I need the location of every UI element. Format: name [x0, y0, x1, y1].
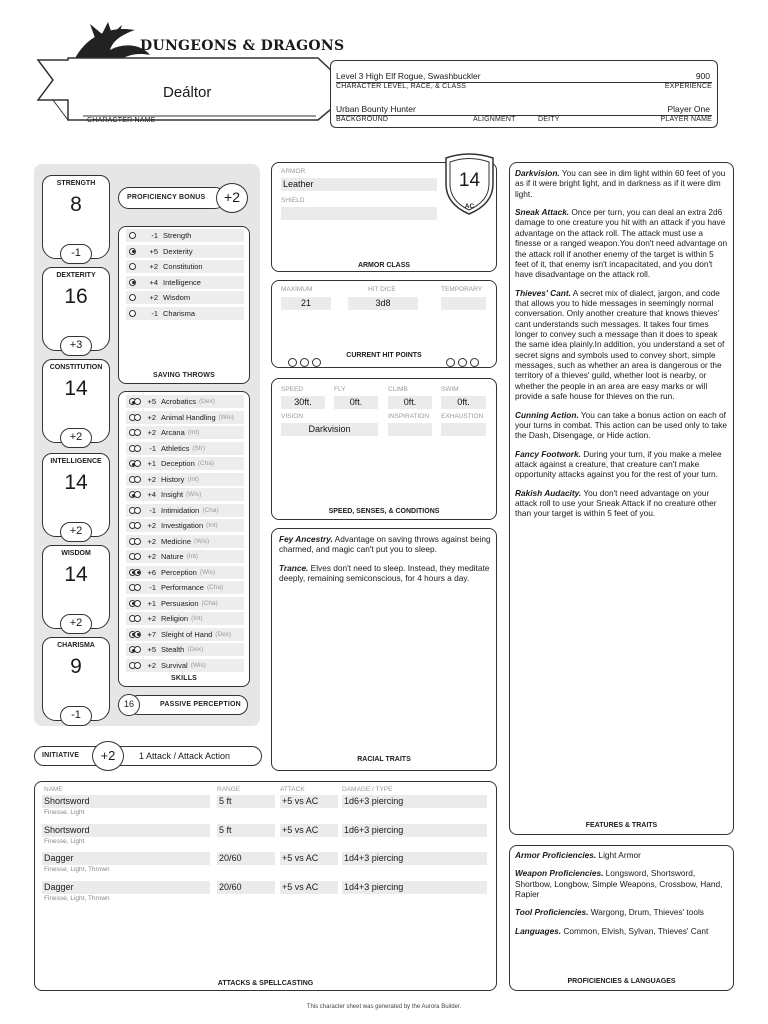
skill-name: Sleight of Hand — [161, 629, 213, 639]
skill-name: Investigation — [161, 521, 204, 530]
proficiency-text: Longsword, Shortsword, Shortbow, Longbow, Simple Weapons, Crossbow, Hand, Rapier — [515, 868, 723, 900]
expertise-toggle[interactable] — [134, 553, 141, 560]
attack-name[interactable]: Dagger — [42, 881, 210, 894]
skill-attribute: (Str) — [192, 444, 205, 452]
passive-perception-label: PASSIVE PERCEPTION — [160, 701, 241, 708]
skill-attribute: (Int) — [191, 615, 203, 622]
attack-range[interactable]: 20/60 — [217, 852, 275, 865]
expertise-toggle[interactable] — [134, 538, 141, 545]
expertise-toggle[interactable] — [134, 398, 141, 405]
feature — [515, 410, 729, 441]
proficiency — [515, 907, 729, 917]
ability-strength — [42, 175, 110, 259]
expertise-toggle[interactable] — [134, 429, 141, 436]
saving-throw-name: Intelligence — [163, 277, 201, 287]
skill-name: Persuasion — [161, 598, 199, 608]
attack-bonus[interactable]: +5 vs AC — [280, 881, 338, 894]
attack-properties: Finesse, Light, Thrown — [44, 866, 110, 873]
feature-name: Sneak Attack. — [515, 207, 570, 218]
current-hp-title: CURRENT HIT POINTS — [346, 352, 422, 359]
saving-throw-name: Dexterity — [163, 246, 193, 256]
skill-name: Animal Handling — [161, 412, 216, 422]
skill-row — [126, 504, 244, 517]
shield-label: SHIELD — [281, 197, 305, 204]
skill-name: Athletics — [161, 443, 190, 453]
attack-row — [42, 881, 492, 909]
attack-row — [42, 852, 492, 880]
ability-name: STRENGTH — [56, 180, 96, 187]
ability-score[interactable]: 9 — [70, 655, 82, 678]
exhaustion-label: EXHAUSTION — [441, 413, 484, 420]
expertise-toggle[interactable] — [134, 445, 141, 452]
attack-properties: Finesse, Light — [44, 809, 85, 816]
proficiency-text: Light Armor — [596, 850, 641, 860]
skill-row — [126, 473, 244, 486]
proficiency-text: Wargong, Drum, Thieves' tools — [588, 907, 704, 918]
skill-name: Nature — [161, 552, 184, 561]
death-save-circle[interactable] — [300, 358, 309, 367]
death-save-circle[interactable] — [458, 358, 467, 367]
feature-text: A secret mix of dialect, jargon, and code that allows you to hide messages in seemingly normal conversation. Only another creature that knows thieves' cant understands such messages. It takes four times longer to convey such a message than it does to speak the same idea plainly.In addition, you understand a set of secret signs and symbols used to convey short, simple messages, such as whether an area is dangerous or the territory of a thieves' guild, whether loot is nearby, or whether the people in an area are easy marks or will provide a safe house for thieves on the run. — [515, 287, 725, 402]
experience-label: EXPERIENCE — [664, 83, 712, 90]
skill-attribute: (Wis) — [190, 661, 206, 669]
character-name[interactable]: Deáltor — [163, 84, 212, 101]
hit-dice-label: HIT DICE — [368, 286, 396, 293]
skill-row — [126, 395, 244, 408]
feature — [515, 449, 729, 480]
logo-text: DUNGEONS & DRAGONS — [140, 38, 345, 54]
expertise-toggle[interactable] — [134, 584, 141, 591]
skill-name: Religion — [161, 614, 189, 623]
experience[interactable]: 900 — [695, 71, 710, 81]
attack-range[interactable]: 20/60 — [217, 881, 275, 894]
ability-wisdom — [42, 545, 110, 629]
skill-value: -1 — [149, 443, 156, 453]
feature-text: You don't need advantage on your attack roll to use your Sneak Attack if no creature other than your target is within 5 feet of you. — [515, 487, 717, 519]
skill-attribute: (Dex) — [215, 630, 232, 638]
ability-score[interactable]: 8 — [70, 193, 82, 216]
saving-throw-row — [126, 260, 244, 273]
expertise-toggle[interactable] — [134, 414, 141, 421]
initiative — [34, 741, 264, 771]
skill-attribute: (Cha) — [202, 506, 219, 514]
attack-row — [42, 795, 492, 823]
feature — [515, 168, 729, 199]
proficiency-bonus-label: PROFICIENCY BONUS — [127, 194, 206, 201]
saving-throws-title: SAVING THROWS — [153, 372, 215, 379]
skill-attribute: (Int) — [186, 553, 199, 560]
attack-damage[interactable]: 1d4+3 piercing — [342, 881, 487, 894]
feature-name: Fancy Footwork. — [515, 448, 581, 459]
skill-name: Survival — [161, 660, 188, 670]
skill-value: +2 — [147, 536, 156, 546]
ability-name: CONSTITUTION — [49, 364, 103, 371]
speed-title: SPEED, SENSES, & CONDITIONS — [328, 508, 440, 515]
saving-throw-value: +5 — [149, 246, 158, 256]
feature-text: You can see in dim light within 60 feet of you as if it were bright light, and in darkness as if it were dim light. — [515, 168, 726, 199]
swim-field[interactable]: 0ft. — [441, 396, 486, 409]
racial-traits-title: RACIAL TRAITS — [357, 756, 411, 763]
ac-value[interactable]: 14 — [458, 170, 481, 191]
armor-field[interactable]: Leather — [281, 178, 437, 191]
saving-throw-row — [126, 229, 244, 242]
expertise-toggle[interactable] — [134, 646, 141, 653]
features-text — [515, 168, 729, 527]
expertise-toggle[interactable] — [134, 662, 141, 669]
attack-damage-header: DAMAGE / TYPE — [342, 786, 393, 793]
skill-value: +7 — [147, 629, 156, 639]
speed-label: SPEED — [281, 386, 304, 393]
proficiency-toggle[interactable] — [129, 263, 136, 270]
ability-modifier: +3 — [60, 336, 92, 356]
ability-name: WISDOM — [61, 550, 91, 557]
saving-throw-value: +2 — [149, 262, 158, 271]
skill-row — [126, 659, 244, 672]
ability-constitution — [42, 359, 110, 443]
skill-value: +2 — [147, 428, 156, 437]
expertise-toggle[interactable] — [134, 522, 141, 529]
ability-score[interactable]: 14 — [64, 563, 88, 586]
proficiency-toggle[interactable] — [129, 279, 136, 286]
skill-value: +5 — [147, 397, 156, 406]
climb-field[interactable]: 0ft. — [388, 396, 432, 409]
hit-dice-field[interactable]: 3d8 — [348, 297, 418, 310]
hp-temp-label: TEMPORARY — [441, 286, 483, 293]
saving-throw-row — [126, 307, 244, 320]
skill-attribute: (Cha) — [206, 584, 224, 591]
expertise-toggle[interactable] — [134, 460, 141, 467]
ability-name: DEXTERITY — [56, 272, 96, 279]
attack-range[interactable]: 5 ft — [217, 795, 275, 808]
racial-trait — [279, 563, 491, 584]
initiative-label: INITIATIVE — [42, 752, 80, 759]
attacks-title: ATTACKS & SPELLCASTING — [217, 980, 314, 987]
racial-trait-text: Advantage on saving throws against being charmed, and magic can't put you to sleep. — [279, 534, 491, 555]
hp-temp-field[interactable] — [441, 297, 486, 310]
fly-label: FLY — [334, 386, 346, 393]
feature — [515, 207, 729, 280]
skill-attribute: (Wis) — [218, 413, 234, 421]
attack-damage[interactable]: 1d6+3 piercing — [342, 795, 487, 808]
proficiency-bonus — [118, 183, 250, 213]
attack-name[interactable]: Shortsword — [42, 824, 210, 837]
skill-row — [126, 550, 244, 563]
deity-label: DEITY — [538, 116, 560, 123]
expertise-toggle[interactable] — [134, 507, 141, 514]
alignment-label: ALIGNMENT — [473, 116, 516, 123]
proficiency-name: Weapon Proficiencies. — [515, 868, 604, 879]
hp-max-label: MAXIMUM — [281, 286, 313, 293]
expertise-toggle[interactable] — [134, 476, 141, 483]
skill-row — [126, 457, 244, 470]
attack-range-header: RANGE — [217, 786, 241, 793]
saving-throw-value: -1 — [151, 308, 158, 318]
saving-throw-name: Wisdom — [163, 293, 191, 302]
inspiration-label: INSPIRATION — [388, 413, 430, 420]
proficiency-name: Armor Proficiencies. — [515, 850, 597, 860]
skill-name: Stealth — [161, 645, 185, 654]
skill-row — [126, 628, 244, 641]
vision-label: VISION — [281, 413, 304, 420]
expertise-toggle[interactable] — [134, 631, 141, 638]
skill-row — [126, 488, 244, 501]
skill-name: Deception — [161, 459, 195, 468]
ability-name: CHARISMA — [57, 642, 95, 649]
skill-value: +2 — [147, 552, 156, 561]
saving-throw-name: Charisma — [163, 308, 196, 318]
skill-value: +1 — [147, 598, 156, 608]
attack-name[interactable]: Dagger — [42, 852, 210, 865]
armor-label: ARMOR — [281, 168, 306, 175]
class-level-label: CHARACTER LEVEL, RACE, & CLASS — [336, 83, 467, 90]
saving-throw-row — [126, 245, 244, 258]
skills-title: SKILLS — [170, 675, 198, 682]
climb-label: CLIMB — [388, 386, 408, 393]
swim-label: SWIM — [441, 386, 459, 393]
attack-properties: Finesse, Light — [44, 837, 85, 845]
skill-row — [126, 442, 244, 455]
expertise-toggle[interactable] — [134, 491, 141, 498]
ability-dexterity — [42, 267, 110, 351]
shield-field[interactable] — [281, 207, 437, 220]
proficiencies-text — [515, 850, 729, 944]
skill-name: Medicine — [161, 536, 192, 546]
attacks-per-action: 1 Attack / Attack Action — [139, 751, 231, 761]
feature — [515, 488, 729, 519]
proficiencies-title: PROFICIENCIES & LANGUAGES — [567, 978, 676, 985]
death-save-circle[interactable] — [470, 358, 479, 367]
feature-name: Darkvision. — [515, 168, 560, 178]
saving-throw-value: +4 — [149, 277, 158, 287]
saving-throw-name: Strength — [163, 231, 192, 240]
skill-name: Perception — [161, 567, 197, 577]
passive-perception — [118, 694, 250, 716]
feature-name: Thieves' Cant. — [515, 287, 571, 298]
ability-modifier: -1 — [60, 706, 92, 726]
skill-value: +2 — [147, 412, 156, 422]
expertise-toggle[interactable] — [134, 600, 141, 607]
proficiency-name: Languages. — [515, 925, 562, 936]
skill-value: +2 — [147, 660, 156, 670]
ability-intelligence — [42, 453, 110, 537]
death-save-circle[interactable] — [288, 358, 297, 367]
feature-text: During your turn, if you make a melee attack against a creature, that creature can't make opportunity attacks against you for the rest of your turn. — [515, 448, 722, 480]
skill-attribute: (Cha) — [201, 599, 218, 607]
skill-row — [126, 566, 244, 579]
attack-properties: Finesse, Light, Thrown — [44, 894, 110, 902]
player-name-label: PLAYER NAME — [660, 116, 712, 123]
saving-throw-name: Constitution — [163, 262, 203, 271]
proficiency-text: Common, Elvish, Sylvan, Thieves' Cant — [561, 925, 709, 936]
proficiency — [515, 850, 729, 860]
skill-attribute: (Dex) — [187, 646, 204, 653]
character-name-label: CHARACTER NAME — [87, 117, 156, 124]
saving-throw-row — [126, 291, 244, 304]
features-title: FEATURES & TRAITS — [585, 822, 658, 829]
exhaustion-field[interactable] — [441, 423, 486, 436]
attack-damage[interactable]: 1d6+3 piercing — [342, 824, 487, 837]
skill-value: -1 — [149, 505, 156, 515]
armor-class-title: ARMOR CLASS — [357, 262, 411, 269]
proficiency-toggle[interactable] — [129, 232, 136, 239]
saving-throw-value: -1 — [151, 231, 158, 240]
feature-name: Cunning Action. — [515, 409, 579, 420]
attack-bonus[interactable]: +5 vs AC — [280, 824, 338, 837]
background-label: BACKGROUND — [336, 116, 389, 123]
skill-name: Insight — [161, 490, 184, 499]
expertise-toggle[interactable] — [134, 615, 141, 622]
proficiency-bonus-value[interactable]: +2 — [216, 183, 248, 213]
proficiency-toggle[interactable] — [129, 294, 136, 301]
skill-value: +6 — [147, 567, 156, 577]
feature — [515, 288, 729, 402]
fly-field[interactable]: 0ft. — [334, 396, 378, 409]
attack-bonus[interactable]: +5 vs AC — [280, 795, 338, 808]
skill-attribute: (Int) — [187, 475, 199, 483]
class-level[interactable]: Level 3 High Elf Rogue, Swashbuckler — [336, 71, 481, 81]
skill-row — [126, 426, 244, 439]
skill-attribute: (Dex) — [199, 398, 215, 405]
background[interactable]: Urban Bounty Hunter — [336, 104, 416, 114]
ability-name: INTELLIGENCE — [50, 458, 102, 465]
skill-row — [126, 597, 244, 610]
saving-throw-value: +2 — [149, 293, 158, 302]
ability-modifier: +2 — [60, 428, 92, 448]
attack-damage[interactable]: 1d4+3 piercing — [342, 852, 487, 865]
saving-throw-row — [126, 276, 244, 289]
proficiency-name: Tool Proficiencies. — [515, 907, 589, 918]
proficiency — [515, 926, 729, 936]
attack-row — [42, 824, 492, 852]
attack-name[interactable]: Shortsword — [42, 795, 210, 808]
footer-note: This character sheet was generated by the Aurora Builder. — [306, 1004, 462, 1010]
attack-bonus[interactable]: +5 vs AC — [280, 852, 338, 865]
skill-row — [126, 612, 244, 625]
ability-modifier: +2 — [60, 522, 92, 542]
vision-field[interactable]: Darkvision — [281, 423, 378, 436]
expertise-toggle[interactable] — [134, 569, 141, 576]
ability-modifier: -1 — [60, 244, 92, 264]
racial-trait-name: Fey Ancestry. — [279, 534, 333, 544]
ability-charisma — [42, 637, 110, 721]
skill-name: Acrobatics — [161, 397, 197, 406]
skill-name: Intimidation — [161, 505, 200, 515]
death-save-circle[interactable] — [312, 358, 321, 367]
skill-row — [126, 535, 244, 548]
attack-name-header: NAME — [44, 786, 63, 793]
hp-max-field[interactable]: 21 — [281, 297, 331, 310]
death-save-circle[interactable] — [446, 358, 455, 367]
skill-attribute: (Wis) — [194, 537, 210, 545]
feature-name: Rakish Audacity. — [515, 487, 582, 498]
skill-value: +4 — [147, 490, 156, 499]
ability-modifier: +2 — [60, 614, 92, 634]
skill-value: +5 — [147, 645, 156, 654]
skill-attribute: (Wis) — [199, 568, 216, 576]
proficiency-toggle[interactable] — [129, 248, 136, 255]
ability-score[interactable]: 14 — [64, 377, 88, 400]
passive-perception-value[interactable]: 16 — [118, 694, 140, 716]
feature-text: Once per turn, you can deal an extra 2d6 damage to one creature you hit with an attack if you have advantage on the attack roll. The attack must use a finesse or a ranged weapon.You don't need advantage on the attack roll if another enemy of the target is within 5 feet of it, that enemy isn't incapacitated, and you don't have disadvantage on the attack roll. — [515, 207, 728, 280]
skill-value: +2 — [147, 614, 156, 623]
skill-row — [126, 581, 244, 594]
initiative-value[interactable]: +2 — [92, 741, 124, 771]
attack-range[interactable]: 5 ft — [217, 824, 275, 837]
racial-trait-text: Elves don't need to sleep. Instead, they meditate deeply, remaining semiconscious, for 4 hours a day. — [279, 562, 490, 584]
header — [0, 0, 768, 140]
racial-trait-name: Trance. — [279, 562, 309, 573]
skill-name: History — [161, 474, 185, 484]
ac-label: AC — [464, 203, 475, 210]
proficiency — [515, 868, 729, 899]
skill-row — [126, 643, 244, 656]
skill-attribute: (Int) — [187, 429, 200, 436]
inspiration-field[interactable] — [388, 423, 432, 436]
ability-score[interactable]: 16 — [64, 285, 88, 308]
racial-traits-text — [279, 534, 491, 591]
proficiency-toggle[interactable] — [129, 310, 136, 317]
skill-value: +2 — [147, 521, 156, 530]
skill-attribute: (Int) — [206, 522, 218, 529]
skill-value: +2 — [147, 474, 156, 484]
skill-value: +1 — [147, 459, 156, 468]
skill-name: Arcana — [161, 428, 185, 437]
skill-name: Performance — [161, 583, 204, 592]
skill-value: -1 — [149, 583, 156, 592]
ability-score[interactable]: 14 — [64, 471, 88, 494]
skill-row — [126, 411, 244, 424]
racial-trait — [279, 534, 491, 555]
skill-attribute: (Cha) — [197, 460, 215, 467]
speed-field[interactable]: 30ft. — [281, 396, 325, 409]
skill-attribute: (Wis) — [186, 491, 202, 498]
feature-text: You can take a bonus action on each of your turns in combat. This action can be used only to take the Dash, Disengage, or Hide action. — [515, 409, 727, 441]
skill-row — [126, 519, 244, 532]
attack-bonus-header: ATTACK — [280, 786, 305, 793]
player-name[interactable]: Player One — [667, 104, 710, 114]
